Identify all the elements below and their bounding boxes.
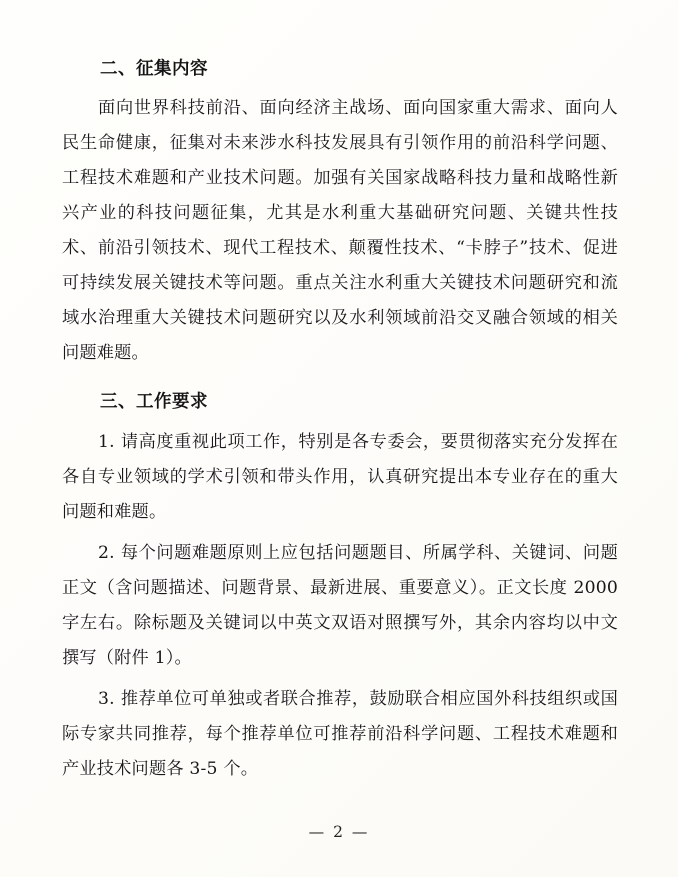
section-heading-2: 二、征集内容 — [100, 59, 208, 79]
document-body — [62, 56, 618, 787]
work-requirements-list — [62, 425, 618, 787]
work-requirement-item-1: 1. 请高度重视此项工作，特别是各专委会，要贯彻落实充分发挥在各自专业领域的学术引领和带头作用，认真研究提出本专业存在的重大问题和难题。 — [62, 431, 618, 522]
work-requirement-item-3: 3. 推荐单位可单独或者联合推荐，鼓励联合相应国外科技组织或国际专家共同推荐，每个推荐单位可推荐前沿科学问题、工程技术难题和产业技术问题各 3-5 个。 — [62, 688, 618, 779]
page-number-footer: — 2 — — [308, 823, 370, 841]
section-2-paragraph-1: 面向世界科技前沿、面向经济主战场、面向国家重大需求、面向人民生命健康，征集对未来涉水科技发展具有引领作用的前沿科学问题、工程技术难题和产业技术问题。加强有关国家战略科技力量和战略性新兴产业的科技问题征集，尤其是水利重大基础研究问题、关键共性技术、前沿引领技术、现代工程技术、颠覆性技术、“卡脖子”技术、促进可持续发展关键技术等问题。重点关注水利重大关键技术问题研究和流域水治理重大关键技术问题研究以及水利领域前沿交叉融合领域的相关问题难题。 — [62, 98, 618, 364]
work-requirement-item-2: 2. 每个问题难题原则上应包括问题题目、所属学科、关键词、问题正文（含问题描述、问题背景、最新进展、重要意义）。正文长度 2000 字左右。除标题及关键词以中英文双语对照撰写外，其余内容均以中文撰写（附件 1）。 — [62, 542, 618, 668]
section-heading-3: 三、工作要求 — [100, 392, 208, 413]
